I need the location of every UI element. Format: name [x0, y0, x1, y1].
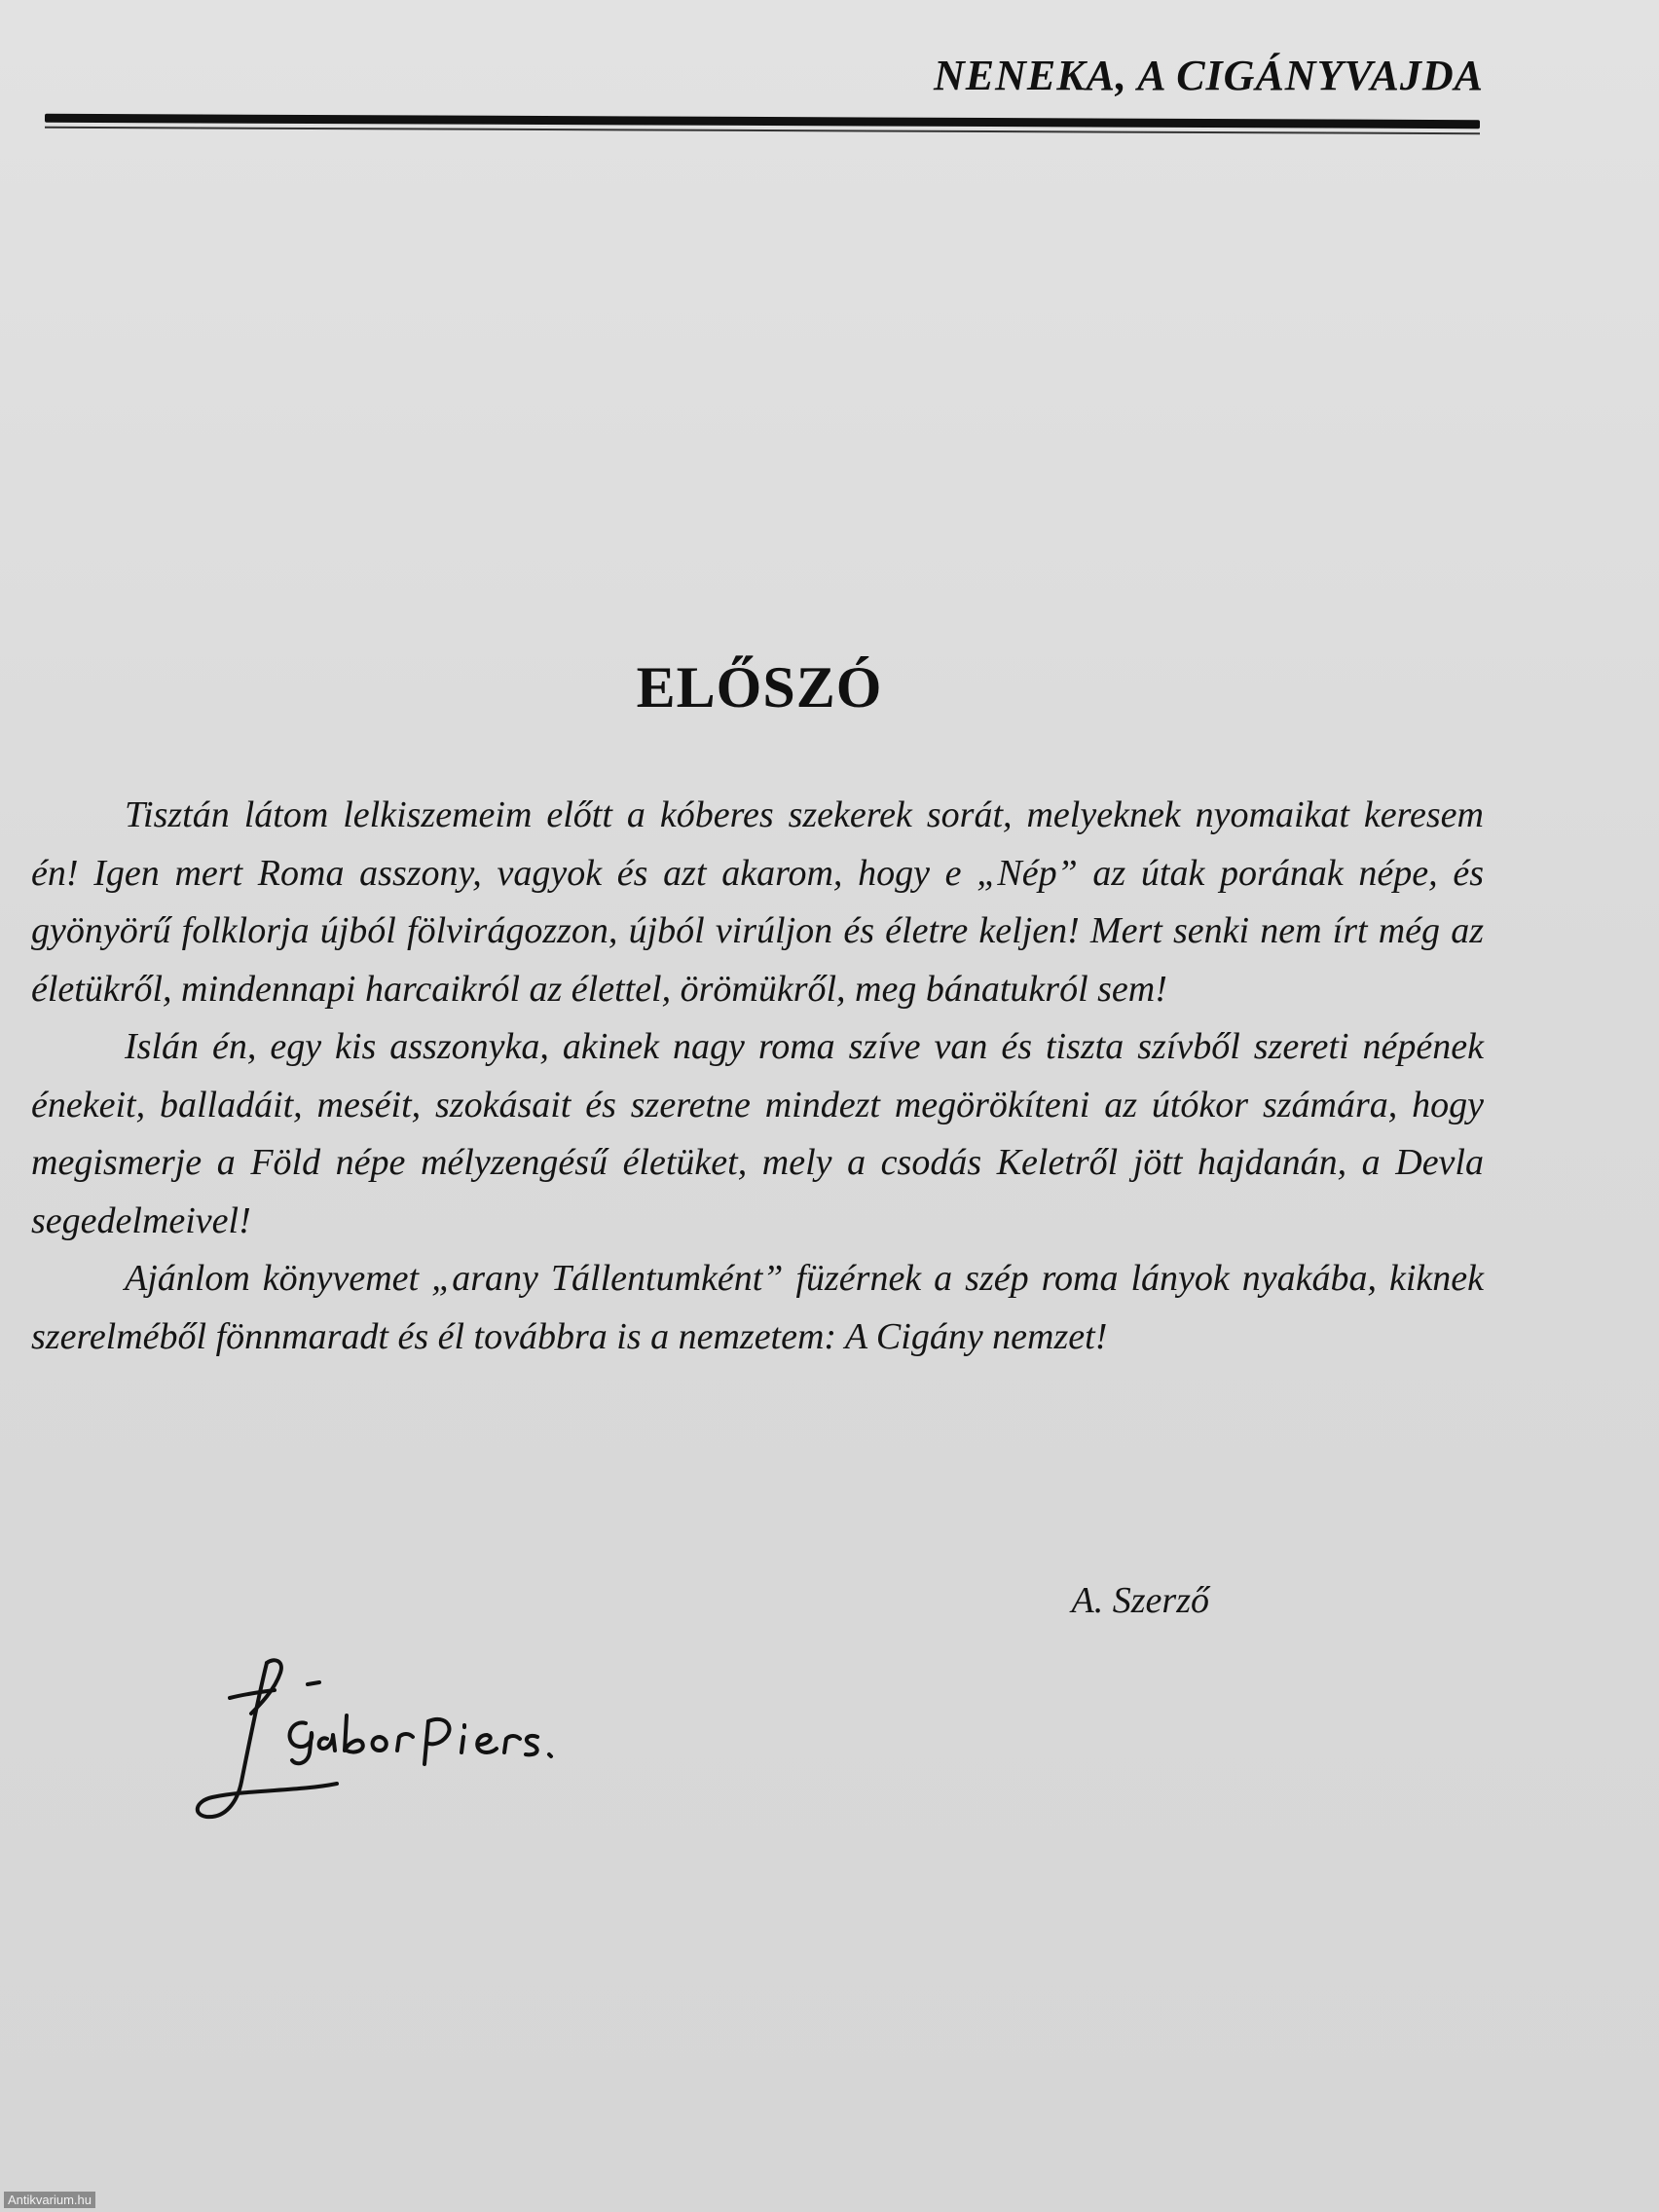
preface-paragraph: Ajánlom könyvemet „arany Tállentumként” füzérnek a szép roma lányok nyakába, kiknek szerelméből fönnmaradt és él továbbra is a nemzetem: A Cigány nemzet!: [31, 1258, 1484, 1357]
header-rule: [45, 117, 1480, 136]
handwritten-signature: [191, 1655, 561, 1830]
preface-paragraph: Islán én, egy kis asszonyka, akinek nagy roma szíve van és tiszta szívből szereti népének énekeit, balladáit, meséit, szokásait és szeretne mindezt megörökíteni az útókor számára, hogy megismerje a Föld népe mélyzengésű életüket, mely a csodás Keletről jött hajdanán, a Devla segedelmeivel!: [31, 1026, 1484, 1241]
preface-paragraph: Tisztán látom lelkiszemeim előtt a kóberes szekerek sorát, melyeknek nyomaikat keresem én! Igen mert Roma asszony, vagyok és azt akarom, hogy e „Nép” az útak porának népe, és gyönyörű folklorja újból fölvirágozzon, újból virúljon és életre keljen! Mert senki nem írt még az életükről, mindennapi harcaikról az élettel, örömükről, meg bánatukról sem!: [31, 794, 1484, 1010]
preface-text: [31, 787, 1484, 1366]
page-title: ELŐSZÓ: [636, 655, 883, 719]
watermark: Antikvarium.hu: [4, 2192, 95, 2208]
author-signature-line: A. Szerző: [1071, 1580, 1209, 1621]
running-head-title: NENEKA, A CIGÁNYVAJDA: [933, 52, 1484, 99]
